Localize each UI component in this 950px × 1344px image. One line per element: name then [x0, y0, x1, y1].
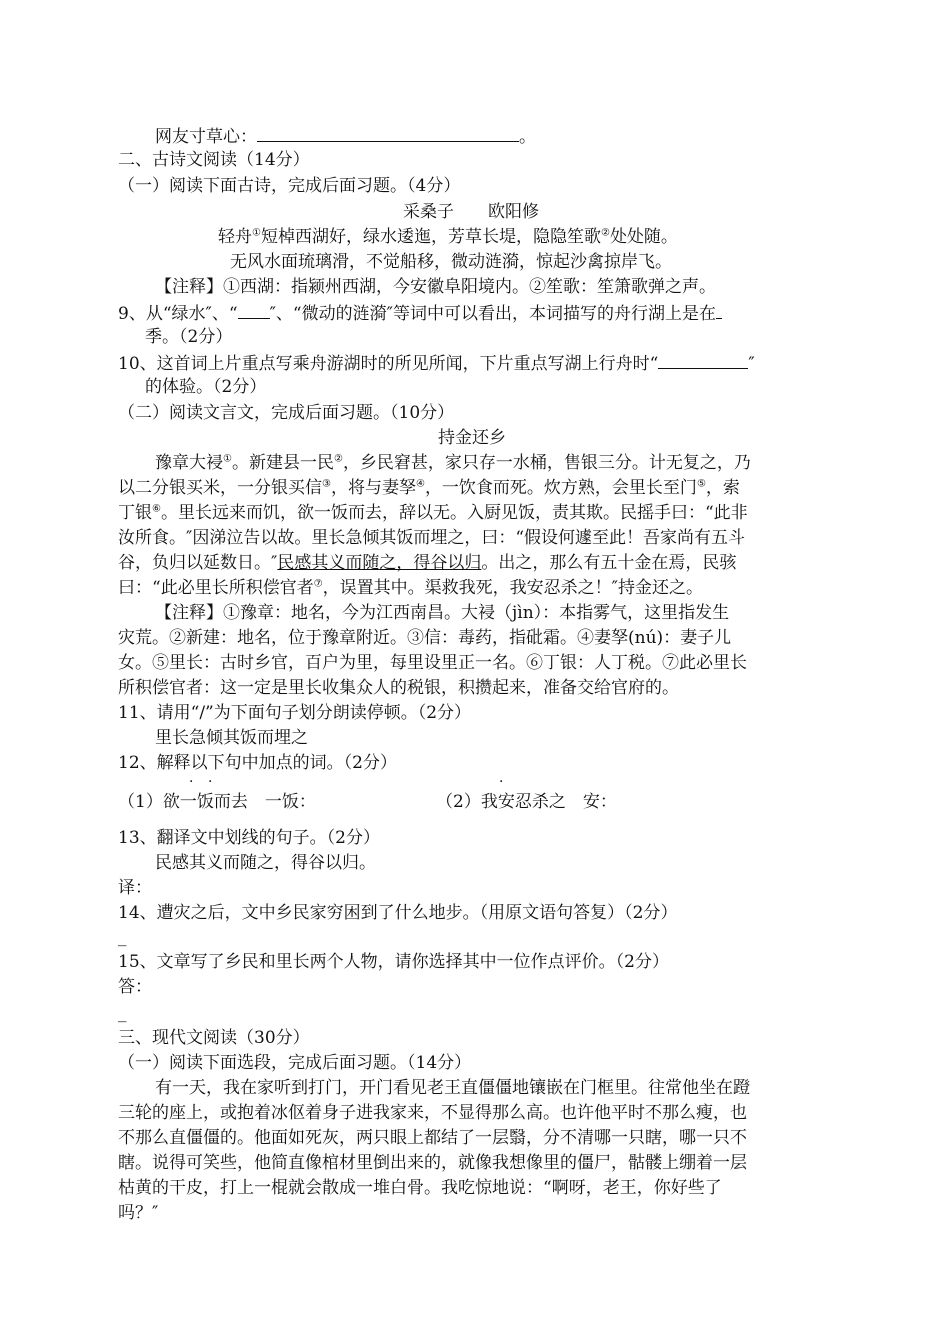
poem-title: 采桑子 欧阳修: [403, 202, 539, 222]
question-10-cont: 的体验。（2分）: [145, 377, 267, 397]
question-15-answer: 答：: [118, 977, 152, 997]
q9-blank[interactable]: [238, 300, 270, 319]
section-heading-classical: 二、古诗文阅读（14分）: [118, 150, 310, 170]
question-10: 10、这首词上片重点写乘舟游湖时的所见所闻，下片重点写湖上行舟时“ ″: [118, 350, 755, 376]
prose-line-5: 谷，负归以延数日。″民感其义而随之，得谷以归。出之，那么有五十金在焉，民骇: [118, 553, 737, 573]
q9-blank-season[interactable]: [716, 300, 722, 319]
prose-line-2: 以二分银买米，一分银买信③，将与妻孥④，一饮食而死。炊方熟，会里长至门⑤，索: [118, 478, 740, 498]
question-12-part-1: （1）欲一饭而去 一饭：: [118, 792, 316, 812]
question-13-answer: 译：: [118, 878, 152, 898]
prose-line-6: 曰：“此必里长所积偿官者⑦，误置其中。渠救我死，我安忍杀之！″持金还之。: [118, 578, 704, 598]
question-14: 14、遭灾之后，文中乡民家穷困到了什么地步。（用原文语句答复）（2分）: [118, 903, 678, 923]
question-13: 13、翻译文中划线的句子。（2分）: [118, 828, 380, 848]
emphasis-dot: ·: [208, 774, 213, 790]
answer-line-stub[interactable]: _: [118, 927, 127, 947]
answer-line-stub[interactable]: _: [118, 1003, 127, 1023]
sub-heading-prose: （二）阅读文言文，完成后面习题。（10分）: [118, 403, 455, 423]
modern-line-1: 有一天，我在家听到打门，开门看见老王直僵僵地镶嵌在门框里。往常他坐在蹬: [155, 1078, 750, 1098]
prose-line-3: 丁银⑥。里长远来而饥，欲一饭而去，辞以无。入厨见饭，责其欺。民摇手曰：“此非: [118, 503, 748, 523]
prose-note-2: 灾荒。②新建：地名，位于豫章附近。③信：毒药，指砒霜。④妻孥(nú)：妻子儿: [118, 628, 732, 648]
question-13-sentence: 民感其义而随之，得谷以归。: [155, 853, 376, 873]
prose-line-1: 豫章大祲①。新建县一民②，乡民窘甚，家只存一水桶，售银三分。计无复之，乃: [155, 453, 751, 473]
question-15: 15、文章写了乡民和里长两个人物，请你选择其中一位作点评价。（2分）: [118, 952, 669, 972]
sub-heading-modern: （一）阅读下面选段，完成后面习题。（14分）: [118, 1053, 472, 1073]
q10-blank[interactable]: [658, 350, 748, 369]
emphasis-dot: ·: [499, 774, 504, 790]
prose-line-4: 汝所食。″因涕泣告以故。里长急倾其饭而埋之，曰：“假设何遽至此！吾家尚有五斗: [118, 528, 746, 548]
modern-line-4: 瞎。说得可笑些，他简直像棺材里倒出来的，就像我想像里的僵尸，骷髅上绷着一层: [118, 1153, 747, 1173]
question-11-sentence: 里长急倾其饭而埋之: [155, 728, 308, 748]
poem-note: 【注释】①西湖：指颍州西湖，今安徽阜阳境内。②笙歌：笙箫歌弹之声。: [155, 277, 716, 297]
prose-note-4: 所积偿官者：这一定是里长收集众人的税银，积攒起来，准备交给官府的。: [118, 678, 679, 698]
label: 网友寸草心：: [155, 127, 257, 147]
prose-note-3: 女。⑤里长：古时乡官，百户为里，每里设里正一名。⑥丁银：人丁税。⑦此必里长: [118, 653, 747, 673]
prose-note-1: 【注释】①豫章：地名，今为江西南昌。大祲（jìn）：本指雾气，这里指发生: [155, 603, 730, 623]
answer-line-netizen: 网友寸草心： 。: [155, 123, 536, 149]
question-12: 12、解释以下句中加点的词。（2分）: [118, 753, 397, 773]
modern-line-6: 吗？″: [118, 1203, 159, 1223]
modern-line-3: 不那么直僵僵的。他面如死灰，两只眼上都结了一层翳，分不清哪一只瞎，哪一只不: [118, 1128, 747, 1148]
underlined-sentence: 民感其义而随之，得谷以归: [277, 553, 482, 573]
sub-heading-poem: （一）阅读下面古诗，完成后面习题。（4分）: [118, 176, 461, 196]
modern-line-2: 三轮的座上，或抱着冰伛着身子进我家来，不显得那么高。也许他平时不那么瘦，也: [118, 1103, 747, 1123]
poem-line-1: 轻舟①短棹西湖好，绿水逶迤，芳草长堤，隐隐笙歌②处处随。: [218, 227, 678, 247]
poem-line-2: 无风水面琉璃滑，不觉船移，微动涟漪，惊起沙禽掠岸飞。: [230, 252, 672, 272]
answer-blank[interactable]: [257, 123, 519, 142]
question-9: 9、从“绿水″、“ ″、“微动的涟漪″等词中可以看出，本词描写的舟行湖上是在: [118, 300, 722, 326]
section-heading-modern: 三、现代文阅读（30分）: [118, 1028, 310, 1048]
question-11: 11、请用“/”为下面句子划分朗读停顿。（2分）: [118, 703, 472, 723]
question-9-cont: 季。（2分）: [145, 327, 233, 347]
prose-title: 持金还乡: [438, 428, 506, 448]
modern-line-5: 枯黄的干皮，打上一棍就会散成一堆白骨。我吃惊地说：“啊呀，老王，你好些了: [118, 1178, 722, 1198]
question-12-part-2: （2）我安忍杀之 安：: [436, 792, 617, 812]
emphasis-dot: ·: [189, 774, 194, 790]
